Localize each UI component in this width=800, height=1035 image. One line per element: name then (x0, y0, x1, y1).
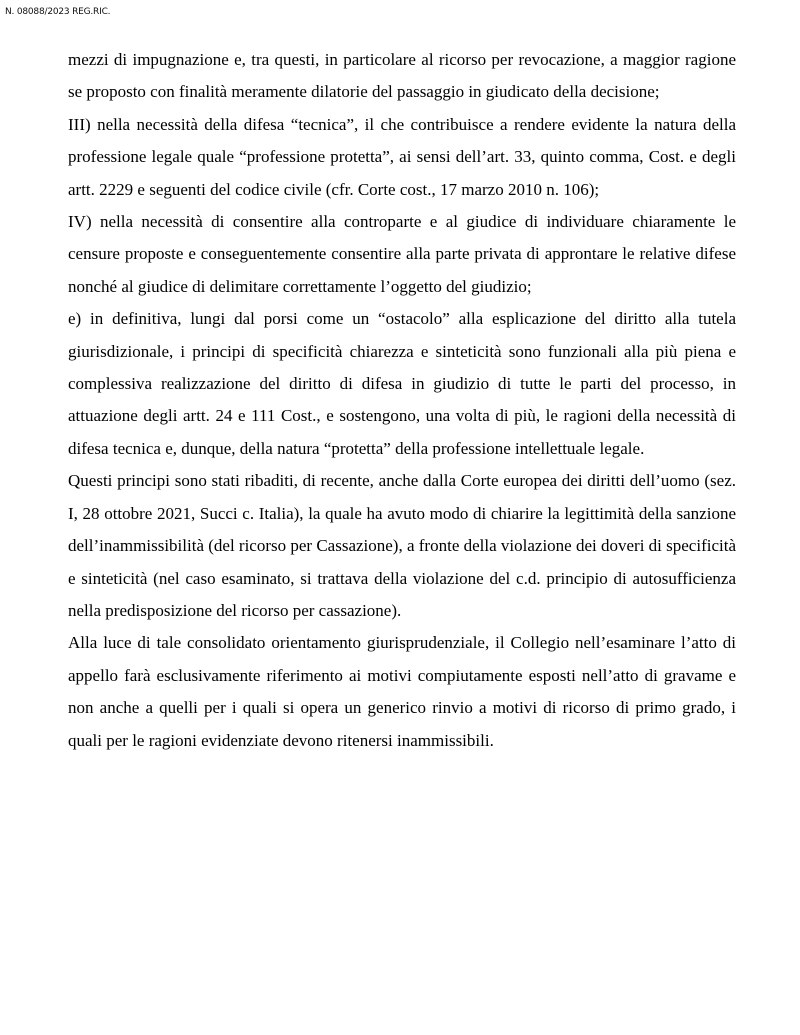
paragraph-conclusione: Alla luce di tale consolidato orientamento giurisprudenziale, il Collegio nell’esaminare l’atto di appello farà esclusivamente riferimento ai motivi compiutamente esposti nell’atto di gravame e non anche a quelli per i quali si opera un generico rinvio a motivi di ricorso di primo grado, i quali per le ragioni evidenziate devono ritenersi inammissibili. (68, 633, 736, 750)
paragraph-in-definitiva: e) in definitiva, lungi dal porsi come un “ostacolo” alla esplicazione del diritto alla tutela giurisdizionale, i principi di specificità chiarezza e sinteticità sono funzionali alla più piena e complessiva realizzazione del diritto di difesa in giudizio di tutte le parti del processo, in attuazione degli artt. 24 e 111 Cost., e sostengono, una volta di più, le ragioni della necessità di difesa tecnica e, dunque, della natura “protetta” della professione intellettuale legale. (68, 309, 736, 458)
paragraph-controparte: IV) nella necessità di consentire alla controparte e al giudice di individuare chiaramente le censure proposte e conseguentemente consentire alla parte privata di approntare le relative difese nonché al giudice di delimitare correttamente l’oggetto del giudizio; (68, 212, 736, 296)
registration-number: N. 08088/2023 REG.RIC. (5, 7, 111, 17)
document-body (68, 44, 736, 757)
paragraph-impugnazione: mezzi di impugnazione e, tra questi, in particolare al ricorso per revocazione, a maggior ragione se proposto con finalità meramente dilatorie del passaggio in giudicato della decisione; (68, 50, 736, 102)
paragraph-corte-europea: Questi principi sono stati ribaditi, di recente, anche dalla Corte europea dei diritti dell’uomo (sez. I, 28 ottobre 2021, Succi c. Italia), la quale ha avuto modo di chiarire la legittimità della sanzione dell’inammissibilità (del ricorso per Cassazione), a fronte della violazione dei doveri di specificità e sinteticità (nel caso esaminato, si trattava della violazione del c.d. principio di autosufficienza nella predisposizione del ricorso per cassazione). (68, 471, 736, 620)
paragraph-difesa-tecnica: III) nella necessità della difesa “tecnica”, il che contribuisce a rendere evidente la natura della professione legale quale “professione protetta”, ai sensi dell’art. 33, quinto comma, Cost. e degli artt. 2229 e seguenti del codice civile (cfr. Corte cost., 17 marzo 2010 n. 106); (68, 114, 736, 199)
